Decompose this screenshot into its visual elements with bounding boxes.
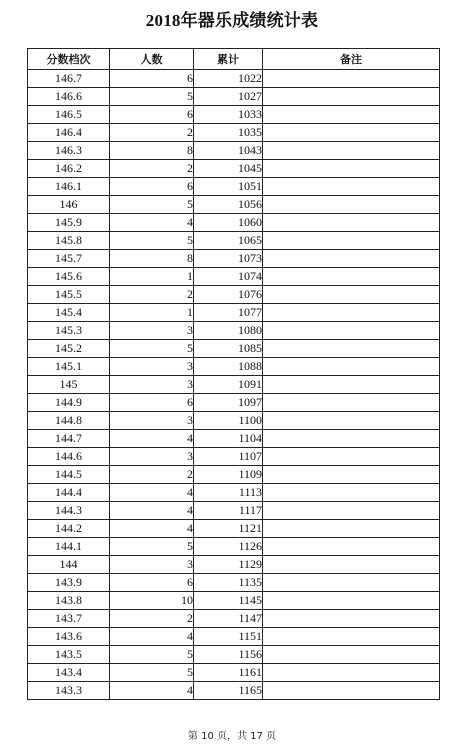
note-cell xyxy=(263,322,440,340)
note-cell xyxy=(263,232,440,250)
count-cell: 5 xyxy=(110,664,194,682)
table-row xyxy=(28,142,440,160)
table-row xyxy=(28,124,440,142)
cumulative-cell: 1151 xyxy=(194,628,263,646)
count-cell: 6 xyxy=(110,574,194,592)
score-cell: 146.1 xyxy=(28,178,110,196)
cumulative-cell: 1107 xyxy=(194,448,263,466)
cumulative-cell: 1027 xyxy=(194,88,263,106)
score-cell: 146.5 xyxy=(28,106,110,124)
count-cell: 4 xyxy=(110,682,194,700)
count-cell: 3 xyxy=(110,412,194,430)
score-cell: 145.5 xyxy=(28,286,110,304)
note-cell xyxy=(263,574,440,592)
note-cell xyxy=(263,196,440,214)
note-cell xyxy=(263,250,440,268)
count-cell: 3 xyxy=(110,322,194,340)
cumulative-cell: 1161 xyxy=(194,664,263,682)
table-row xyxy=(28,556,440,574)
score-cell: 144.1 xyxy=(28,538,110,556)
score-cell: 143.9 xyxy=(28,574,110,592)
table-row xyxy=(28,214,440,232)
table-row xyxy=(28,412,440,430)
cumulative-cell: 1077 xyxy=(194,304,263,322)
note-cell xyxy=(263,268,440,286)
header-note: 备注 xyxy=(263,49,440,70)
score-cell: 146.3 xyxy=(28,142,110,160)
score-cell: 146.2 xyxy=(28,160,110,178)
table-row xyxy=(28,610,440,628)
score-cell: 145.8 xyxy=(28,232,110,250)
cumulative-cell: 1080 xyxy=(194,322,263,340)
cumulative-cell: 1097 xyxy=(194,394,263,412)
score-cell: 144.5 xyxy=(28,466,110,484)
count-cell: 5 xyxy=(110,196,194,214)
cumulative-cell: 1088 xyxy=(194,358,263,376)
score-cell: 146.7 xyxy=(28,70,110,88)
count-cell: 1 xyxy=(110,268,194,286)
table-row xyxy=(28,178,440,196)
note-cell xyxy=(263,520,440,538)
note-cell xyxy=(263,214,440,232)
cumulative-cell: 1165 xyxy=(194,682,263,700)
count-cell: 5 xyxy=(110,88,194,106)
count-cell: 6 xyxy=(110,106,194,124)
score-cell: 145 xyxy=(28,376,110,394)
count-cell: 4 xyxy=(110,484,194,502)
count-cell: 6 xyxy=(110,394,194,412)
table-row xyxy=(28,664,440,682)
note-cell xyxy=(263,124,440,142)
table-row xyxy=(28,538,440,556)
count-cell: 4 xyxy=(110,214,194,232)
table-row xyxy=(28,70,440,88)
cumulative-cell: 1043 xyxy=(194,142,263,160)
score-cell: 146.4 xyxy=(28,124,110,142)
table-row xyxy=(28,340,440,358)
table-row xyxy=(28,502,440,520)
table-row xyxy=(28,196,440,214)
table-row xyxy=(28,268,440,286)
cumulative-cell: 1113 xyxy=(194,484,263,502)
table-row xyxy=(28,106,440,124)
note-cell xyxy=(263,70,440,88)
page-footer: 第 10 页，共 17 页 xyxy=(187,731,277,742)
cumulative-cell: 1100 xyxy=(194,412,263,430)
table-row xyxy=(28,304,440,322)
cumulative-cell: 1147 xyxy=(194,610,263,628)
table-row xyxy=(28,358,440,376)
count-cell: 3 xyxy=(110,376,194,394)
table-row xyxy=(28,250,440,268)
score-cell: 145.9 xyxy=(28,214,110,232)
cumulative-cell: 1073 xyxy=(194,250,263,268)
count-cell: 5 xyxy=(110,538,194,556)
note-cell xyxy=(263,286,440,304)
count-cell: 10 xyxy=(110,592,194,610)
count-cell: 2 xyxy=(110,160,194,178)
note-cell xyxy=(263,646,440,664)
score-cell: 143.3 xyxy=(28,682,110,700)
note-cell xyxy=(263,610,440,628)
cumulative-cell: 1091 xyxy=(194,376,263,394)
cumulative-cell: 1085 xyxy=(194,340,263,358)
count-cell: 8 xyxy=(110,142,194,160)
table-row xyxy=(28,322,440,340)
note-cell xyxy=(263,466,440,484)
header-score: 分数档次 xyxy=(28,49,110,70)
score-cell: 145.4 xyxy=(28,304,110,322)
score-cell: 145.6 xyxy=(28,268,110,286)
cumulative-cell: 1045 xyxy=(194,160,263,178)
table-row xyxy=(28,160,440,178)
note-cell xyxy=(263,358,440,376)
count-cell: 6 xyxy=(110,178,194,196)
table-row xyxy=(28,484,440,502)
table-row xyxy=(28,430,440,448)
count-cell: 5 xyxy=(110,340,194,358)
score-cell: 144.3 xyxy=(28,502,110,520)
note-cell xyxy=(263,304,440,322)
note-cell xyxy=(263,502,440,520)
count-cell: 8 xyxy=(110,250,194,268)
page-title: 2018年器乐成绩统计表 xyxy=(145,11,319,30)
header-count: 人数 xyxy=(110,49,194,70)
score-cell: 144.6 xyxy=(28,448,110,466)
note-cell xyxy=(263,592,440,610)
score-cell: 145.2 xyxy=(28,340,110,358)
cumulative-cell: 1129 xyxy=(194,556,263,574)
cumulative-cell: 1074 xyxy=(194,268,263,286)
note-cell xyxy=(263,664,440,682)
cumulative-cell: 1051 xyxy=(194,178,263,196)
count-cell: 4 xyxy=(110,430,194,448)
score-cell: 144 xyxy=(28,556,110,574)
header-cumulative: 累计 xyxy=(194,49,263,70)
count-cell: 2 xyxy=(110,286,194,304)
table-row xyxy=(28,394,440,412)
score-cell: 145.7 xyxy=(28,250,110,268)
count-cell: 2 xyxy=(110,610,194,628)
count-cell: 2 xyxy=(110,466,194,484)
count-cell: 3 xyxy=(110,358,194,376)
cumulative-cell: 1022 xyxy=(194,70,263,88)
score-cell: 145.1 xyxy=(28,358,110,376)
score-cell: 144.9 xyxy=(28,394,110,412)
table-header-row xyxy=(28,49,440,70)
count-cell: 4 xyxy=(110,628,194,646)
table-row xyxy=(28,682,440,700)
cumulative-cell: 1117 xyxy=(194,502,263,520)
cumulative-cell: 1060 xyxy=(194,214,263,232)
score-cell: 143.5 xyxy=(28,646,110,664)
cumulative-cell: 1065 xyxy=(194,232,263,250)
note-cell xyxy=(263,484,440,502)
note-cell xyxy=(263,376,440,394)
note-cell xyxy=(263,430,440,448)
note-cell xyxy=(263,538,440,556)
score-cell: 143.8 xyxy=(28,592,110,610)
table-row xyxy=(28,628,440,646)
note-cell xyxy=(263,178,440,196)
cumulative-cell: 1121 xyxy=(194,520,263,538)
score-cell: 144.7 xyxy=(28,430,110,448)
count-cell: 1 xyxy=(110,304,194,322)
note-cell xyxy=(263,394,440,412)
score-cell: 143.6 xyxy=(28,628,110,646)
cumulative-cell: 1076 xyxy=(194,286,263,304)
cumulative-cell: 1145 xyxy=(194,592,263,610)
cumulative-cell: 1033 xyxy=(194,106,263,124)
count-cell: 4 xyxy=(110,502,194,520)
score-cell: 146.6 xyxy=(28,88,110,106)
score-cell: 144.4 xyxy=(28,484,110,502)
note-cell xyxy=(263,556,440,574)
count-cell: 5 xyxy=(110,646,194,664)
cumulative-cell: 1109 xyxy=(194,466,263,484)
note-cell xyxy=(263,340,440,358)
table-body xyxy=(28,70,440,700)
table-row xyxy=(28,520,440,538)
count-cell: 4 xyxy=(110,520,194,538)
table-row xyxy=(28,466,440,484)
count-cell: 3 xyxy=(110,448,194,466)
note-cell xyxy=(263,160,440,178)
cumulative-cell: 1135 xyxy=(194,574,263,592)
note-cell xyxy=(263,628,440,646)
cumulative-cell: 1056 xyxy=(194,196,263,214)
score-table xyxy=(27,48,440,700)
score-cell: 143.4 xyxy=(28,664,110,682)
score-cell: 143.7 xyxy=(28,610,110,628)
note-cell xyxy=(263,412,440,430)
note-cell xyxy=(263,142,440,160)
table-row xyxy=(28,448,440,466)
table-row xyxy=(28,574,440,592)
count-cell: 5 xyxy=(110,232,194,250)
score-cell: 145.3 xyxy=(28,322,110,340)
note-cell xyxy=(263,88,440,106)
cumulative-cell: 1156 xyxy=(194,646,263,664)
cumulative-cell: 1126 xyxy=(194,538,263,556)
score-cell: 144.8 xyxy=(28,412,110,430)
table-row xyxy=(28,646,440,664)
table-row xyxy=(28,376,440,394)
score-cell: 144.2 xyxy=(28,520,110,538)
count-cell: 2 xyxy=(110,124,194,142)
count-cell: 3 xyxy=(110,556,194,574)
cumulative-cell: 1035 xyxy=(194,124,263,142)
table-row xyxy=(28,286,440,304)
table-row xyxy=(28,592,440,610)
note-cell xyxy=(263,448,440,466)
cumulative-cell: 1104 xyxy=(194,430,263,448)
count-cell: 6 xyxy=(110,70,194,88)
note-cell xyxy=(263,106,440,124)
table-row xyxy=(28,88,440,106)
table-row xyxy=(28,232,440,250)
score-cell: 146 xyxy=(28,196,110,214)
note-cell xyxy=(263,682,440,700)
